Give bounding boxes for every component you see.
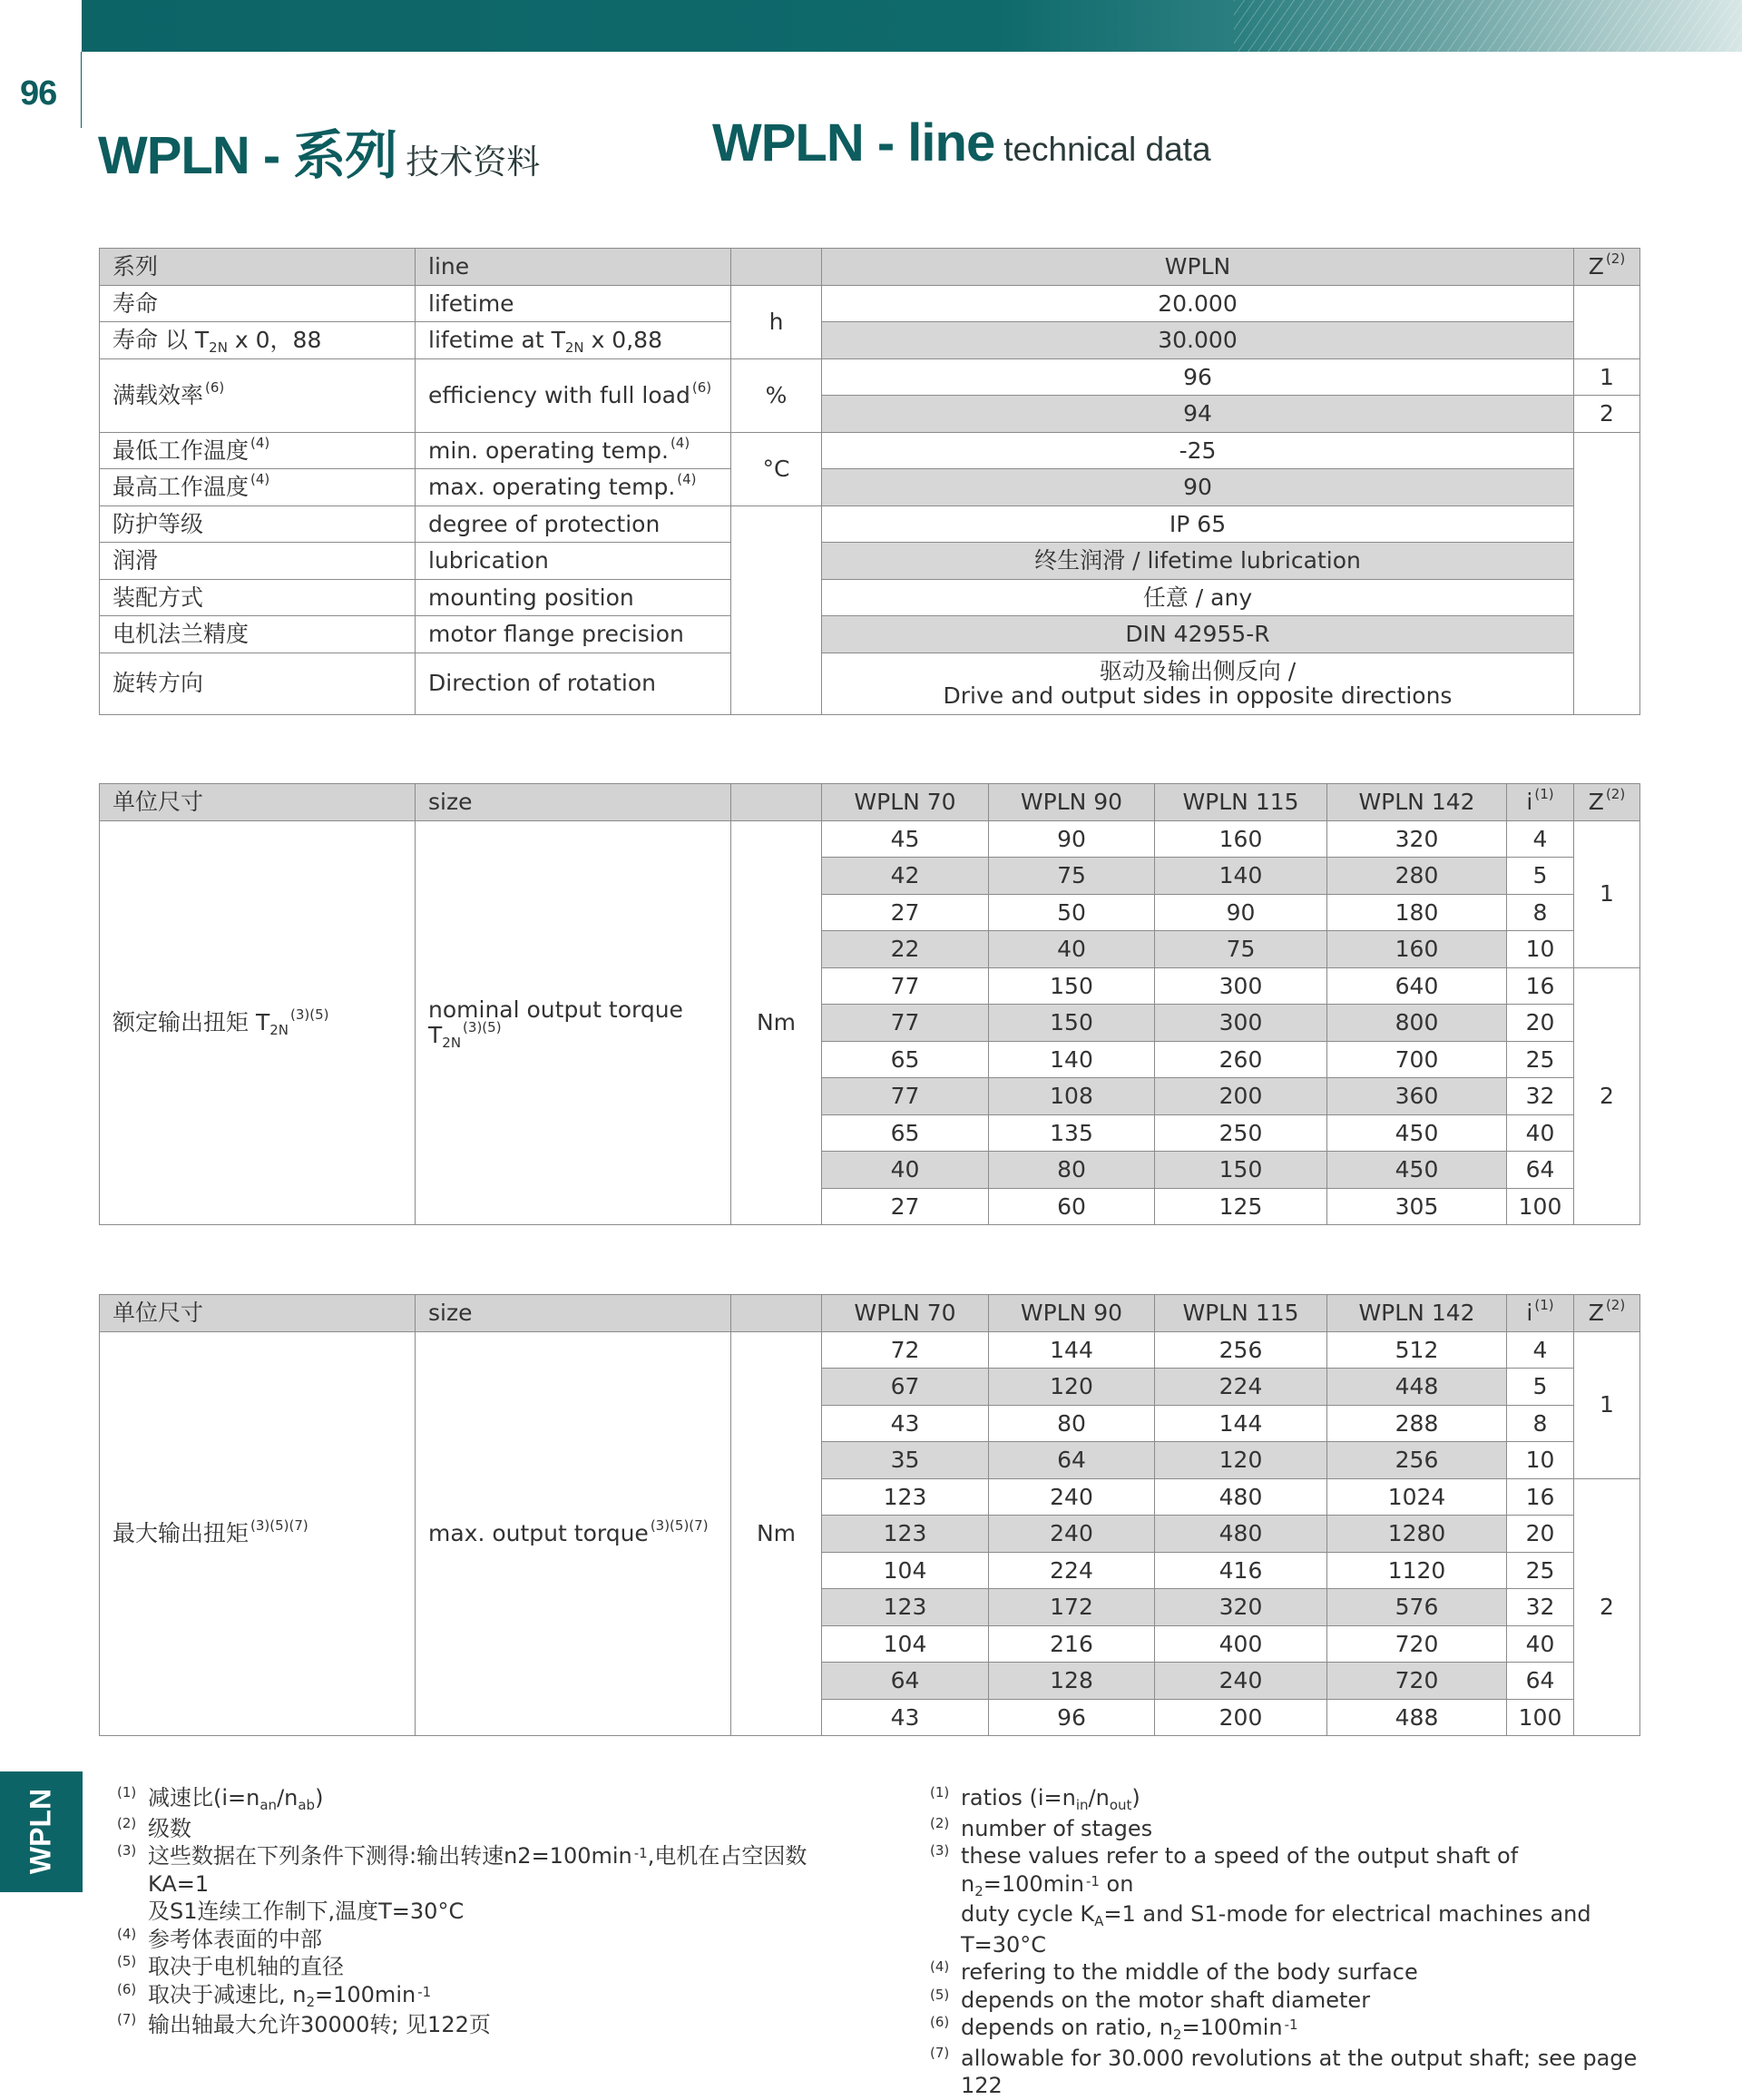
- value-cell: 90: [822, 469, 1574, 506]
- title-en-sub: technical data: [1003, 131, 1211, 168]
- unit-cell: Nm: [731, 1331, 822, 1736]
- value-cell: 200: [1155, 1699, 1327, 1736]
- z-cell: 1: [1574, 820, 1640, 967]
- title-cn-sub: 技术资料: [406, 143, 541, 181]
- col-head-en: line: [416, 249, 731, 286]
- col-head-i: i $^{(1)}$: [1507, 784, 1574, 821]
- col-head-cn: 单位尺寸: [100, 1295, 416, 1332]
- footnote: (7) allowable for 30.000 revolutions at the output shaft; see page 122: [930, 2044, 1638, 2098]
- row-label-en: degree of protection: [416, 505, 731, 543]
- value-cell: 16: [1507, 1478, 1574, 1516]
- value-cell: 123: [822, 1478, 989, 1516]
- value-cell: 40: [1507, 1114, 1574, 1152]
- row-label-cn: 旋转方向: [100, 653, 416, 714]
- col-head-wpln142: WPLN 142: [1327, 1295, 1507, 1332]
- table-row: [100, 1331, 1640, 1369]
- row-label-cn: 防护等级: [100, 505, 416, 543]
- row-label-cn: 电机法兰精度: [100, 616, 416, 653]
- value-cell: 45: [822, 820, 989, 858]
- value-cell: 67: [822, 1369, 989, 1406]
- nominal-torque-table: [99, 783, 1640, 1225]
- value-cell: 64: [989, 1442, 1155, 1479]
- value-cell: 120: [989, 1369, 1155, 1406]
- value-cell: 4: [1507, 1331, 1574, 1369]
- value-cell: 90: [1155, 894, 1327, 931]
- value-cell: 35: [822, 1442, 989, 1479]
- row-label-cn: 装配方式: [100, 579, 416, 616]
- value-cell: 123: [822, 1516, 989, 1553]
- footnote: (3) 这些数据在下列条件下测得:输出转速n2=100min $^{-1}$,电机在占空因数KA=1 及S1连续工作制下,温度T=30°C: [117, 1842, 807, 1924]
- unit-cell: °C: [731, 432, 822, 505]
- value-cell: 300: [1155, 1005, 1327, 1042]
- row-label-cn: 额定输出扭矩 $T_{2N}^{(3)(5)}$: [100, 820, 416, 1225]
- footnote: (2) number of stages: [930, 1814, 1153, 1841]
- z-cell: 2: [1574, 396, 1640, 433]
- value-cell: 160: [1327, 931, 1507, 968]
- value-cell: 280: [1327, 858, 1507, 895]
- value-cell: 5: [1507, 1369, 1574, 1406]
- value-cell: 488: [1327, 1699, 1507, 1736]
- table-header-row: [100, 249, 1640, 286]
- row-label-en: max. operating temp. $^{(4)}$: [416, 469, 731, 506]
- value-cell: 64: [1507, 1663, 1574, 1700]
- value-cell: 700: [1327, 1041, 1507, 1078]
- value-cell: 300: [1155, 967, 1327, 1005]
- footnote: (1) ratios $(i=n_{in}/n_{out})$: [930, 1784, 1140, 1813]
- value-cell: 150: [1155, 1152, 1327, 1189]
- footnote: (4) 参考体表面的中部: [117, 1925, 322, 1952]
- table-row: [100, 469, 1640, 506]
- unit-cell: h: [731, 285, 822, 358]
- value-cell: 30.000: [822, 322, 1574, 359]
- value-cell: 144: [989, 1331, 1155, 1369]
- col-head-z: Z $^{(2)}$: [1574, 784, 1640, 821]
- value-cell: 720: [1327, 1625, 1507, 1663]
- value-cell: -25: [822, 432, 1574, 469]
- header-pattern: [1234, 0, 1742, 52]
- col-head-unit: [731, 784, 822, 821]
- z-cell: 1: [1574, 358, 1640, 396]
- row-label-en: efficiency with full load $^{(6)}$: [416, 358, 731, 432]
- header-band: [82, 0, 1742, 52]
- value-cell: 450: [1327, 1114, 1507, 1152]
- row-label-en: mounting position: [416, 579, 731, 616]
- side-tab: [0, 1771, 83, 1892]
- value-cell: 77: [822, 967, 989, 1005]
- row-label-en: lifetime: [416, 285, 731, 322]
- footnote: (7) 输出轴最大允许30000转; 见122页: [117, 2011, 491, 2037]
- value-cell: 160: [1155, 820, 1327, 858]
- value-cell: 450: [1327, 1152, 1507, 1189]
- row-label-cn: 最低工作温度 $^{(4)}$: [100, 432, 416, 469]
- table-row: [100, 358, 1640, 396]
- value-cell: 224: [1155, 1369, 1327, 1406]
- value-cell: 104: [822, 1552, 989, 1589]
- row-label-cn: 寿命 以 $T_{2N}$ x 0，88: [100, 322, 416, 359]
- value-cell: 20.000: [822, 285, 1574, 322]
- value-cell: 360: [1327, 1078, 1507, 1115]
- value-cell: 240: [989, 1478, 1155, 1516]
- value-cell: 25: [1507, 1041, 1574, 1078]
- value-cell: 20: [1507, 1005, 1574, 1042]
- value-cell: 90: [989, 820, 1155, 858]
- footnote: (5) 取决于电机轴的直径: [117, 1953, 344, 1979]
- value-cell: 43: [822, 1405, 989, 1442]
- value-cell: 150: [989, 967, 1155, 1005]
- value-cell: 480: [1155, 1516, 1327, 1553]
- table-row: [100, 285, 1640, 322]
- value-cell: 40: [822, 1152, 989, 1189]
- value-cell: 75: [989, 858, 1155, 895]
- value-cell: 27: [822, 894, 989, 931]
- value-cell: 140: [1155, 858, 1327, 895]
- value-cell: 140: [989, 1041, 1155, 1078]
- z-cell: [1574, 432, 1640, 714]
- value-cell: 640: [1327, 967, 1507, 1005]
- value-cell: 240: [1155, 1663, 1327, 1700]
- z-cell: [1574, 285, 1640, 358]
- value-cell: 任意 / any: [822, 579, 1574, 616]
- footnotes-cn: [117, 1784, 861, 2039]
- value-cell: 40: [1507, 1625, 1574, 1663]
- table-row: [100, 543, 1640, 580]
- table-row: [100, 820, 1640, 858]
- page-title-en: [712, 113, 1211, 173]
- footnote: (6) 取决于减速比, $n_2=100\min$ $^{-1}$: [117, 1980, 432, 2010]
- value-cell: 150: [989, 1005, 1155, 1042]
- value-cell: 64: [1507, 1152, 1574, 1189]
- value-cell: 320: [1155, 1589, 1327, 1626]
- col-head-wpln90: WPLN 90: [989, 784, 1155, 821]
- table-row: [100, 432, 1640, 469]
- value-cell: 50: [989, 894, 1155, 931]
- page-title-cn: [98, 113, 540, 189]
- footnote: (6) depends on ratio, $n_2=100\min$ $^{-1}$: [930, 2014, 1298, 2043]
- col-head-unit: [731, 249, 822, 286]
- z-cell: 1: [1574, 1331, 1640, 1478]
- footnote: (2) 级数: [117, 1814, 191, 1841]
- value-cell: 288: [1327, 1405, 1507, 1442]
- col-head-z: Z $^{(2)}$: [1574, 249, 1640, 286]
- value-cell: 96: [822, 358, 1574, 396]
- value-cell: 终生润滑 / lifetime lubrication: [822, 543, 1574, 580]
- value-cell: 5: [1507, 858, 1574, 895]
- title-en-bold: WPLN - line: [712, 113, 995, 172]
- value-cell: 125: [1155, 1188, 1327, 1225]
- table-row: [100, 616, 1640, 653]
- z-cell: 2: [1574, 967, 1640, 1225]
- table-header-row: [100, 784, 1640, 821]
- max-torque-table: [99, 1294, 1640, 1736]
- value-cell: 216: [989, 1625, 1155, 1663]
- margin-rule: [81, 52, 82, 128]
- value-cell: 800: [1327, 1005, 1507, 1042]
- value-cell: 40: [989, 931, 1155, 968]
- value-cell: 108: [989, 1078, 1155, 1115]
- value-cell: 576: [1327, 1589, 1507, 1626]
- col-head-en: size: [416, 784, 731, 821]
- value-cell: 200: [1155, 1078, 1327, 1115]
- footnote: (5) depends on the motor shaft diameter: [930, 1986, 1371, 2013]
- unit-cell: Nm: [731, 820, 822, 1225]
- value-cell: 42: [822, 858, 989, 895]
- col-head-wpln70: WPLN 70: [822, 784, 989, 821]
- value-cell: 320: [1327, 820, 1507, 858]
- col-head-i: i $^{(1)}$: [1507, 1295, 1574, 1332]
- value-cell: 43: [822, 1699, 989, 1736]
- value-cell: 16: [1507, 967, 1574, 1005]
- value-cell: 32: [1507, 1589, 1574, 1626]
- table-row: [100, 505, 1640, 543]
- row-label-en: motor flange precision: [416, 616, 731, 653]
- value-cell: 250: [1155, 1114, 1327, 1152]
- col-head-wpln90: WPLN 90: [989, 1295, 1155, 1332]
- row-label-cn: 润滑: [100, 543, 416, 580]
- side-tab-label: WPLN: [24, 1788, 57, 1875]
- value-cell: 128: [989, 1663, 1155, 1700]
- value-cell: 80: [989, 1152, 1155, 1189]
- row-label-cn: 最大输出扭矩 $^{(3)(5)(7)}$: [100, 1331, 416, 1736]
- value-cell: 10: [1507, 931, 1574, 968]
- col-head-z: Z $^{(2)}$: [1574, 1295, 1640, 1332]
- row-label-en: Direction of rotation: [416, 653, 731, 714]
- footnote: (4) refering to the middle of the body surface: [930, 1958, 1418, 1985]
- row-label-en: lifetime at $T_{2N}$ x 0,88: [416, 322, 731, 359]
- value-cell: 180: [1327, 894, 1507, 931]
- value-cell: 72: [822, 1331, 989, 1369]
- general-data-table: [99, 248, 1640, 715]
- value-cell: 100: [1507, 1188, 1574, 1225]
- value-cell: 144: [1155, 1405, 1327, 1442]
- value-cell: 720: [1327, 1663, 1507, 1700]
- value-cell: 224: [989, 1552, 1155, 1589]
- value-cell: 400: [1155, 1625, 1327, 1663]
- value-cell: 80: [989, 1405, 1155, 1442]
- value-cell: 172: [989, 1589, 1155, 1626]
- value-cell: 256: [1327, 1442, 1507, 1479]
- row-label-en: nominal output torque $T_{2N}^{(3)(5)}$: [416, 820, 731, 1225]
- col-head-wpln70: WPLN 70: [822, 1295, 989, 1332]
- row-label-cn: 满载效率 $^{(6)}$: [100, 358, 416, 432]
- value-cell: 77: [822, 1005, 989, 1042]
- value-cell: 94: [822, 396, 1574, 433]
- value-cell: 10: [1507, 1442, 1574, 1479]
- row-label-en: min. operating temp. $^{(4)}$: [416, 432, 731, 469]
- col-head-wpln142: WPLN 142: [1327, 784, 1507, 821]
- table-row: [100, 322, 1640, 359]
- value-cell: 120: [1155, 1442, 1327, 1479]
- value-cell: 64: [822, 1663, 989, 1700]
- col-head-cn: 系列: [100, 249, 416, 286]
- row-label-cn: 最高工作温度 $^{(4)}$: [100, 469, 416, 506]
- table-row: [100, 579, 1640, 616]
- value-cell: 65: [822, 1041, 989, 1078]
- value-cell: 100: [1507, 1699, 1574, 1736]
- value-cell: 305: [1327, 1188, 1507, 1225]
- row-label-en: max. output torque $^{(3)(5)(7)}$: [416, 1331, 731, 1736]
- col-head-wpln115: WPLN 115: [1155, 1295, 1327, 1332]
- value-cell: 27: [822, 1188, 989, 1225]
- value-cell: 32: [1507, 1078, 1574, 1115]
- col-head-wpln115: WPLN 115: [1155, 784, 1327, 821]
- value-cell: 65: [822, 1114, 989, 1152]
- col-head-cn: 单位尺寸: [100, 784, 416, 821]
- col-head-unit: [731, 1295, 822, 1332]
- title-cn-bold: WPLN - 系列: [98, 126, 397, 185]
- value-cell: 512: [1327, 1331, 1507, 1369]
- value-cell: 260: [1155, 1041, 1327, 1078]
- value-cell: 1120: [1327, 1552, 1507, 1589]
- value-cell: IP 65: [822, 505, 1574, 543]
- page-number: 96: [20, 74, 57, 113]
- col-head-model: WPLN: [822, 249, 1574, 286]
- value-cell: 25: [1507, 1552, 1574, 1589]
- value-cell: 77: [822, 1078, 989, 1115]
- z-cell: 2: [1574, 1478, 1640, 1736]
- table-header-row: [100, 1295, 1640, 1332]
- row-label-cn: 寿命: [100, 285, 416, 322]
- unit-cell: %: [731, 358, 822, 432]
- footnotes-en: [930, 1784, 1647, 2100]
- value-cell: 480: [1155, 1478, 1327, 1516]
- value-cell: 60: [989, 1188, 1155, 1225]
- value-cell: 8: [1507, 1405, 1574, 1442]
- value-cell: 240: [989, 1516, 1155, 1553]
- value-cell: 104: [822, 1625, 989, 1663]
- unit-cell: [731, 505, 822, 714]
- footnote: (1) 减速比$(i=n_{an}/n_{ab})$: [117, 1784, 324, 1813]
- value-cell: DIN 42955-R: [822, 616, 1574, 653]
- value-cell: 123: [822, 1589, 989, 1626]
- value-cell: 256: [1155, 1331, 1327, 1369]
- footnote: (3) these values refer to a speed of the output shaft of $n_2=100\min$ $^{-1}$ on duty cycle $K_A=1$ and S1-mode for electrical machines and T=30°C: [930, 1842, 1591, 1958]
- value-cell: 驱动及输出侧反向 / Drive and output sides in opposite directions: [822, 653, 1574, 714]
- value-cell: 448: [1327, 1369, 1507, 1406]
- col-head-en: size: [416, 1295, 731, 1332]
- value-cell: 135: [989, 1114, 1155, 1152]
- value-cell: 20: [1507, 1516, 1574, 1553]
- value-cell: 416: [1155, 1552, 1327, 1589]
- table-row: [100, 653, 1640, 714]
- value-cell: 4: [1507, 820, 1574, 858]
- row-label-en: lubrication: [416, 543, 731, 580]
- value-cell: 96: [989, 1699, 1155, 1736]
- value-cell: 22: [822, 931, 989, 968]
- value-cell: 75: [1155, 931, 1327, 968]
- value-cell: 1024: [1327, 1478, 1507, 1516]
- value-cell: 1280: [1327, 1516, 1507, 1553]
- value-cell: 8: [1507, 894, 1574, 931]
